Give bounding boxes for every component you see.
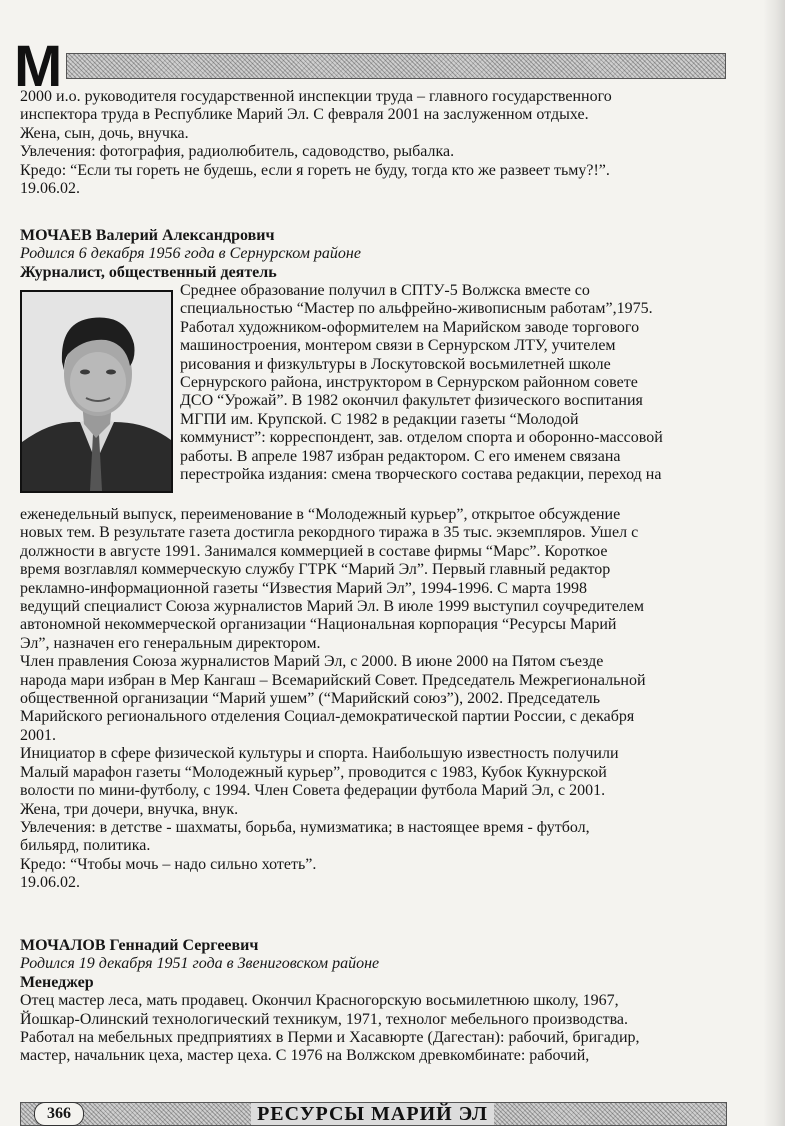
text-line: Йошкар-Олинский технологический техникум, 1971, технолог мебельного производства. bbox=[20, 1010, 629, 1028]
text-line: общественной организации “Марий ушем” (“Марийский союз”), 2002. Председатель bbox=[20, 690, 601, 708]
text-line: Отец мастер леса, мать продавец. Окончил Красногорскую восьмилетнюю школу, 1967, bbox=[20, 992, 619, 1010]
entry-mochalov bbox=[20, 937, 725, 1066]
text-line: 19.06.02. bbox=[20, 874, 80, 892]
text-line: должности в августе 1991. Занимался коммерцией в составе фирмы “Марс”. Короткое bbox=[20, 542, 608, 560]
text-line: мастер, начальник цеха, мастер цеха. С 1976 на Волжском древкомбинате: рабочий, bbox=[20, 1047, 590, 1065]
text-line: инспектора труда в Республике Марий Эл. С февраля 2001 на заслуженном отдыхе. bbox=[20, 106, 589, 124]
portrait-illustration bbox=[22, 292, 171, 491]
text-line: Сернурского района, инструктором в Сернурском районном совете bbox=[180, 374, 638, 392]
text-line: народа мари избран в Мер Кангаш – Всемарийский Совет. Председатель Межрегиональной bbox=[20, 671, 646, 689]
text-line: Увлечения: в детстве - шахматы, борьба, нумизматика; в настоящее время - футбол, bbox=[20, 818, 590, 836]
text-line: Работал на мебельных предприятиях в Перми и Хасавюрте (Дагестан): рабочий, бригадир, bbox=[20, 1029, 640, 1047]
text-line: ДСО “Урожай”. В 1982 окончил факультет физического воспитания bbox=[180, 392, 643, 410]
text-line: еженедельный выпуск, переименование в “Молодежный курьер”, открытое обсуждение bbox=[20, 506, 621, 523]
text-line: 19.06.02. bbox=[20, 180, 80, 198]
running-title bbox=[20, 1102, 725, 1124]
text-line: Марийского регионального отделения Социал-демократической партии России, с декабря bbox=[20, 708, 635, 726]
text-line: Кредо: “Если ты гореть не будешь, если я гореть не буду, тогда кто же развеет тьму?!”. bbox=[20, 161, 610, 179]
text-line: рекламно-информационной газеты “Известия Марий Эл”, 1994-1996. С марта 1998 bbox=[20, 579, 588, 597]
entry-mochaev-heading bbox=[20, 227, 725, 282]
text-line: 2001. bbox=[20, 726, 56, 744]
text-line: машиностроения, монтером связи в Сернурском ЛТУ, учителем bbox=[180, 337, 616, 355]
text-line: время возглавлял коммерческую службу ГТРК “Марий Эл”. Первый главный редактор bbox=[20, 561, 611, 579]
text-line: Эл”, назначен его генеральным директором. bbox=[20, 634, 321, 652]
text-line: Жена, сын, дочь, внучка. bbox=[20, 124, 189, 142]
text-line: новых тем. В результате газета достигла рекордного тиража в 35 тыс. экземпляров. Ушел с bbox=[20, 524, 639, 542]
running-title-text: РЕСУРСЫ МАРИЙ ЭЛ bbox=[251, 1103, 494, 1125]
intro-block bbox=[20, 88, 725, 198]
text-line: ведущий специалист Союза журналистов Марий Эл. В июле 1999 выступил соучредителем bbox=[20, 598, 644, 616]
text-line: рисования и физкультуры в Лоскутовской восьмилетней школе bbox=[180, 355, 611, 373]
text-line: коммунист”: корреспондент, зав. отделом спорта и оборонно-массовой bbox=[180, 429, 663, 447]
entry-name: МОЧАЕВ Валерий Александрович bbox=[20, 227, 275, 244]
text-line: Инициатор в сфере физической культуры и спорта. Наибольшую известность получили bbox=[20, 745, 619, 763]
page-edge-shadow bbox=[763, 0, 785, 1126]
text-line: Кредо: “Чтобы мочь – надо сильно хотеть”. bbox=[20, 855, 317, 873]
portrait-photo bbox=[20, 290, 173, 493]
text-line: Малый марафон газеты “Молодежный курьер”, проводится с 1983, Кубок Кукнурской bbox=[20, 763, 607, 781]
text-line: волости по мини-футболу, с 1994. Член Совета федерации футбола Марий Эл, с 2001. bbox=[20, 782, 606, 800]
entry-mochaev-body bbox=[20, 506, 725, 893]
text-line: специальностью “Мастер по альфрейно-живописным работам”,1975. bbox=[180, 300, 653, 318]
text-line: Член правления Союза журналистов Марий Эл, с 2000. В июне 2000 на Пятом съезде bbox=[20, 653, 604, 671]
entry-profession: Журналист, общественный деятель bbox=[20, 263, 277, 281]
page-footer bbox=[20, 1102, 725, 1124]
text-line: Работал художником-оформителем на Марийском заводе торгового bbox=[180, 318, 640, 336]
text-line: МГПИ им. Крупской. С 1982 в редакции газеты “Молодой bbox=[180, 410, 579, 428]
entry-name: МОЧАЛОВ Геннадий Сергеевич bbox=[20, 937, 259, 954]
entry-mochaev-wrap bbox=[180, 282, 725, 484]
text-line: бильярд, политика. bbox=[20, 837, 151, 855]
text-line: перестройка издания: смена творческого состава редакции, переход на bbox=[180, 466, 662, 484]
header-band bbox=[66, 53, 726, 79]
text-line: Увлечения: фотография, радиолюбитель, садоводство, рыбалка. bbox=[20, 143, 455, 161]
entry-profession: Менеджер bbox=[20, 973, 94, 991]
entry-born: Родился 19 декабря 1951 года в Звениговском районе bbox=[20, 955, 380, 973]
text-line: Среднее образование получил в СПТУ-5 Волжска вместе со bbox=[180, 282, 590, 299]
text-line: Жена, три дочери, внучка, внук. bbox=[20, 800, 239, 818]
page-number: 366 bbox=[34, 1102, 84, 1126]
text-line: автономной некоммерческой организации “Национальная корпорация “Ресурсы Марий bbox=[20, 616, 617, 634]
entry-born: Родился 6 декабря 1956 года в Сернурском районе bbox=[20, 245, 361, 263]
section-letter: М bbox=[14, 34, 61, 99]
text-line: работы. В апреле 1987 избран редактором. С его именем связана bbox=[180, 447, 621, 465]
text-line: 2000 и.о. руководителя государственной инспекции труда – главного государственного bbox=[20, 88, 612, 105]
